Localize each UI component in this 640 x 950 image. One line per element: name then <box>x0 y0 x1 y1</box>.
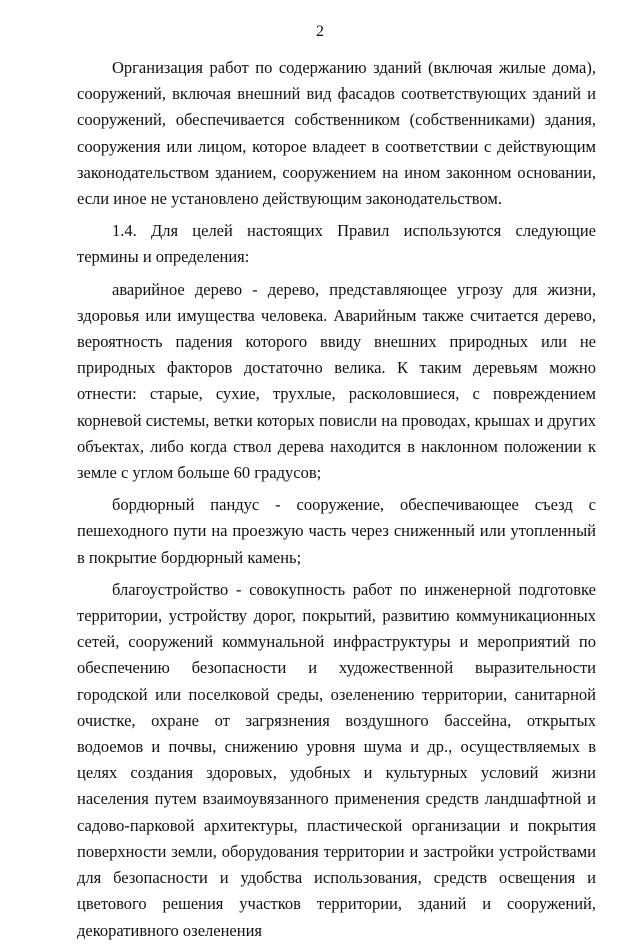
paragraph-maintenance: Организация работ по содержанию зданий (включая жилые дома), сооружений, включая внешний вид фасадов соответствующих зданий и сооружений, обеспечивается собственником (собственниками) здания, сооружения или лицом, которое владеет в соответствии с действующим законодательством зданием, сооружением на ином законном основании, если иное не установлено действующим законодательством. <box>77 58 596 209</box>
paragraph-improvement: благоустройство - совокупность работ по инженерной подготовке территории, устройству дорог, покрытий, развитию коммуникационных сетей, сооружений коммунальной инфраструктуры и мероприятий по обеспечению безопасности и художественной выразительности городской или поселковой среды, озеленению территории, санитарной очистке, охране от загрязнения воздушного бассейна, открытых водоемов и почвы, снижению уровня шума и др., осуществляемых в целях создания здоровых, удобных и культурных условий жизни населения путем взаимоувязанного применения средств ландшафтной и садово-парковой архитектуры, пластической организации и покрытия поверхности земли, оборудования территории и застройки устройствами для безопасности и удобства использования, средств освещения и цветового решения участков территории, зданий и сооружений, декоративного озеленения <box>77 579 596 940</box>
paragraph-curb-ramp: бордюрный пандус - сооружение, обеспечивающее съезд с пешеходного пути на проезжую часть через сниженный или утопленный в покрытие бордюрный камень; <box>77 495 596 567</box>
paragraph-emergency-tree: аварийное дерево - дерево, представляющее угрозу для жизни, здоровья или имущества человека. Аварийным также считается дерево, вероятность падения которого ввиду внешних природных или не природных факторов достаточно велика. К таким деревьям можно отнести: старые, сухие, трухлые, расколовшиеся, с повреждением корневой системы, ветки которых повисли на проводах, крышах и других объектах, либо когда ствол дерева находится в наклонном положении к земле с углом больше 60 градусов; <box>77 279 596 483</box>
page-number: 2 <box>316 23 324 40</box>
document-body <box>77 55 596 950</box>
paragraph-terms-intro: 1.4. Для целей настоящих Правил используются следующие термины и определения: <box>77 221 596 267</box>
